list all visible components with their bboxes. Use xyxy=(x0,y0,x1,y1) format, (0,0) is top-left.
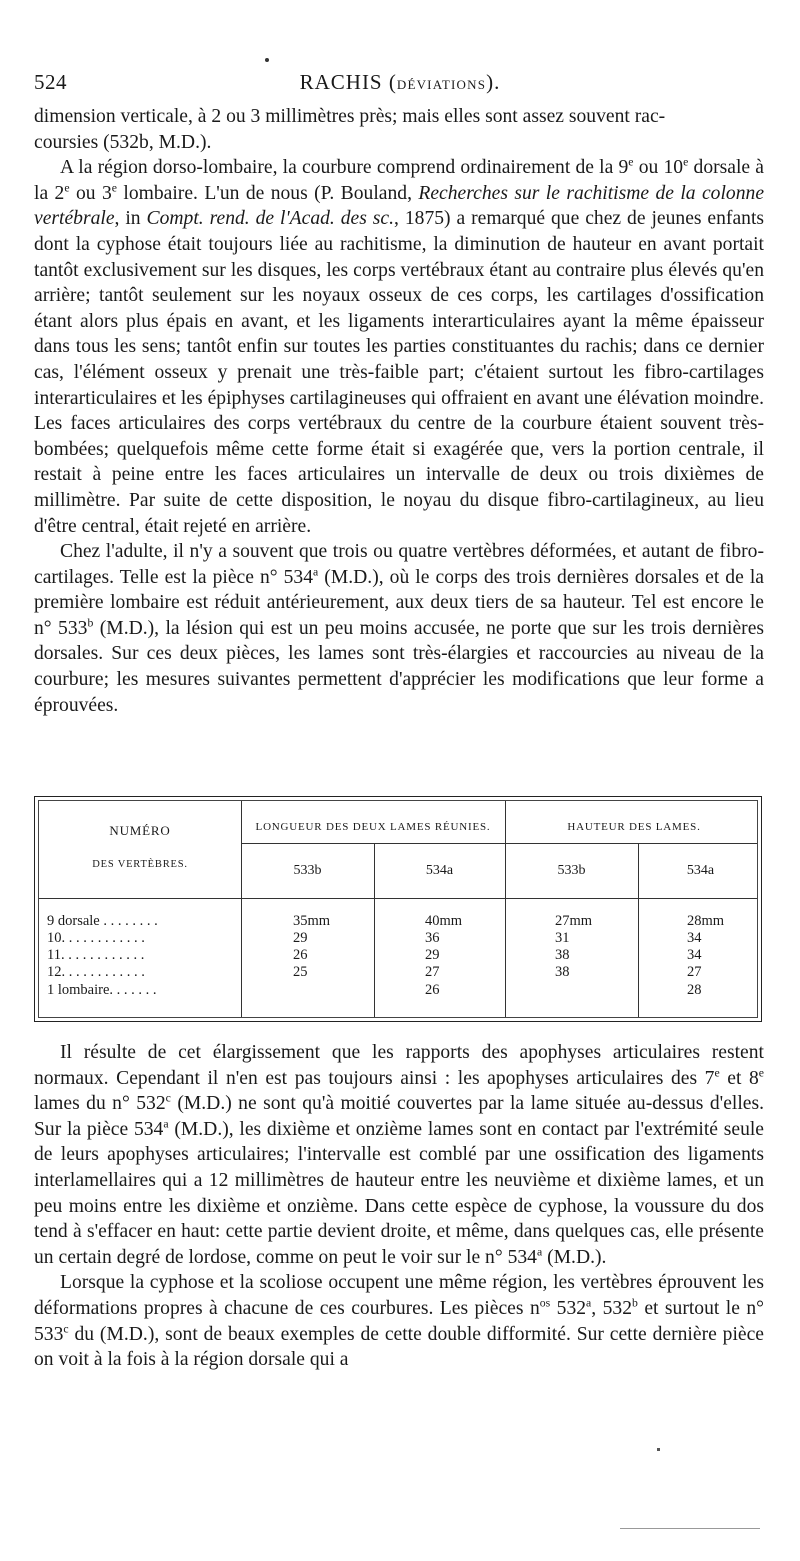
print-speck xyxy=(657,1448,660,1451)
subcol-534a-hauteur: 534a xyxy=(686,863,715,878)
subcol-533b-hauteur: 533b xyxy=(557,863,586,878)
paragraph-dorso-lombaire: A la région dorso-lombaire, la courbure comprend ordinairement de la 9e ou 10e dorsale à la 2e ou 3e lombaire. L'un de nous (P. Bouland, Recherches sur le rachitisme de la colonne vertébrale, in Compt. rend. de l'Acad. des sc., 1875) a remarqué que chez de jeunes enfants dont la cyphose était toujours liée au rachitisme, la diminution de hauteur en avant portait tantôt exclusivement sur les disques, les corps vertébraux étant au contraire plus élevés qu'en arrière; tantôt seulement sur les noyaux osseux de ces corps, les cartilages d'ossification étant alors plus épais en avant, et les ligaments interarticulaires ayant la même épaisseur dans tous les sens; tantôt enfin sur toutes les parties constituantes du rachis; dans ce dernier cas, l'élément osseux y prenait une très-faible part; c'étaient surtout les fibro-cartilages interarticulaires et les épiphyses cartilagineuses qui offraient en avant une élévation moindre. Les faces articulaires des corps vertébraux du centre de la courbure étaient souvent très-bombées; quelquefois même cette forme était si exagérée que, vers la portion centrale, il restait à peine entre les faces articulaires un intervalle de deux ou trois dixièmes de millimètre. Par suite de cette disposition, le noyau du disque fibro-cartilagineux, au lieu d'être central, était rejeté en arrière. xyxy=(34,155,765,537)
running-title: RACHIS (DÉVIATIONS). xyxy=(299,70,501,94)
paragraph-adulte: Chez l'adulte, il n'y a souvent que trois ou quatre vertèbres déformées, et autant de fibro-cartilages. Telle est la pièce n° 534$^a$ (M.D.), où le corps des trois dernières dorsales et de la première lombaire est réduit antérieurement, aux deux tiers de sa hauteur. Tel est encore le n° 533$^b$ (M.D.), la lésion qui est un peu moins accusée, ne porte que sur les trois dernières dorsales. Sur ces deux pièces, les lames sont très-élargies et raccourcies au niveau de la courbure; les mesures suivantes permettent d'apprécier les modifications que leur forme a éprouvées. xyxy=(34,541,765,716)
subcol-533b-longueur: 533b xyxy=(293,863,322,878)
col-header-numero: NUMÉRO xyxy=(109,823,171,838)
page-number: 524 xyxy=(34,70,67,94)
text-block-lower xyxy=(34,1040,764,1373)
subcol-534a-longueur: 534a xyxy=(425,863,454,878)
text-block-upper xyxy=(34,104,764,718)
measurement-table: NUMÉRO DES VERTÈBRES. LONGUEUR DES DEUX LAMES RÉUNIES. HAUTEUR DES LAMES. 533b 534a 533b 534a 9 dorsale . . . . . . . . 35mm 40mm 27mm 28mm 10. . . . . . . . . . . . 29 36 31 34 11. . . . . . . . . . . . 26 29 38 34 12. . . . . . . . . . . . 25 27 38 27 1 lombaire. . . . . . . 26 28 xyxy=(34,796,762,1022)
group-header-hauteur: HAUTEUR DES LAMES. xyxy=(567,821,701,833)
paragraph-elargissement: Il résulte de cet élargissement que les rapports des apophyses articulaires restent normaux. Cependant il n'en est pas toujours ainsi : les apophyses articulaires des 7e et 8e lames du n° 532$^c$ (M.D.) ne sont qu'à moitié couvertes par la lame située au-dessus d'elles. Sur la pièce 534$^a$ (M.D.), les dixième et onzième lames sont en contact par l'extrémité seule de leurs apophyses articulaires; l'intervalle est comblé par une ossification des ligaments interlamellaires qui a 12 millimètres de hauteur entre les neuvième et dixième lames, et un peu moins entre les dixième et onzième. Dans cette espèce de cyphose, la voussure du dos tend à s'effacer en haut: cette partie devient droite, et même, dans quelques cas, elle présente un certain degré de lordose, comme on peut le voir sur le n° 534$^a$ (M.D.). xyxy=(34,1042,765,1268)
paragraph-continued: dimension verticale, à 2 ou 3 millimètres près; mais elles sont assez souvent rac- coursies (532b, M.D.). xyxy=(34,106,666,153)
print-speck xyxy=(265,58,269,62)
running-header xyxy=(34,70,766,100)
col-header-vertebres: DES VERTÈBRES. xyxy=(92,859,188,870)
print-smudge xyxy=(620,1528,760,1529)
paragraph-cyphose-scoliose: Lorsque la cyphose et la scoliose occupent une même région, les vertèbres éprouvent les déformations propres à chacune de ces courbures. Les pièces $n^{os}$ 532$^a$, 532$^b$ et surtout le n° 533$^c$ du (M.D.), sont de beaux exemples de cette double difformité. Sur cette dernière pièce on voit à la fois à la région dorsale qui a xyxy=(34,1272,764,1371)
group-header-longueur: LONGUEUR DES DEUX LAMES RÉUNIES. xyxy=(255,821,491,833)
